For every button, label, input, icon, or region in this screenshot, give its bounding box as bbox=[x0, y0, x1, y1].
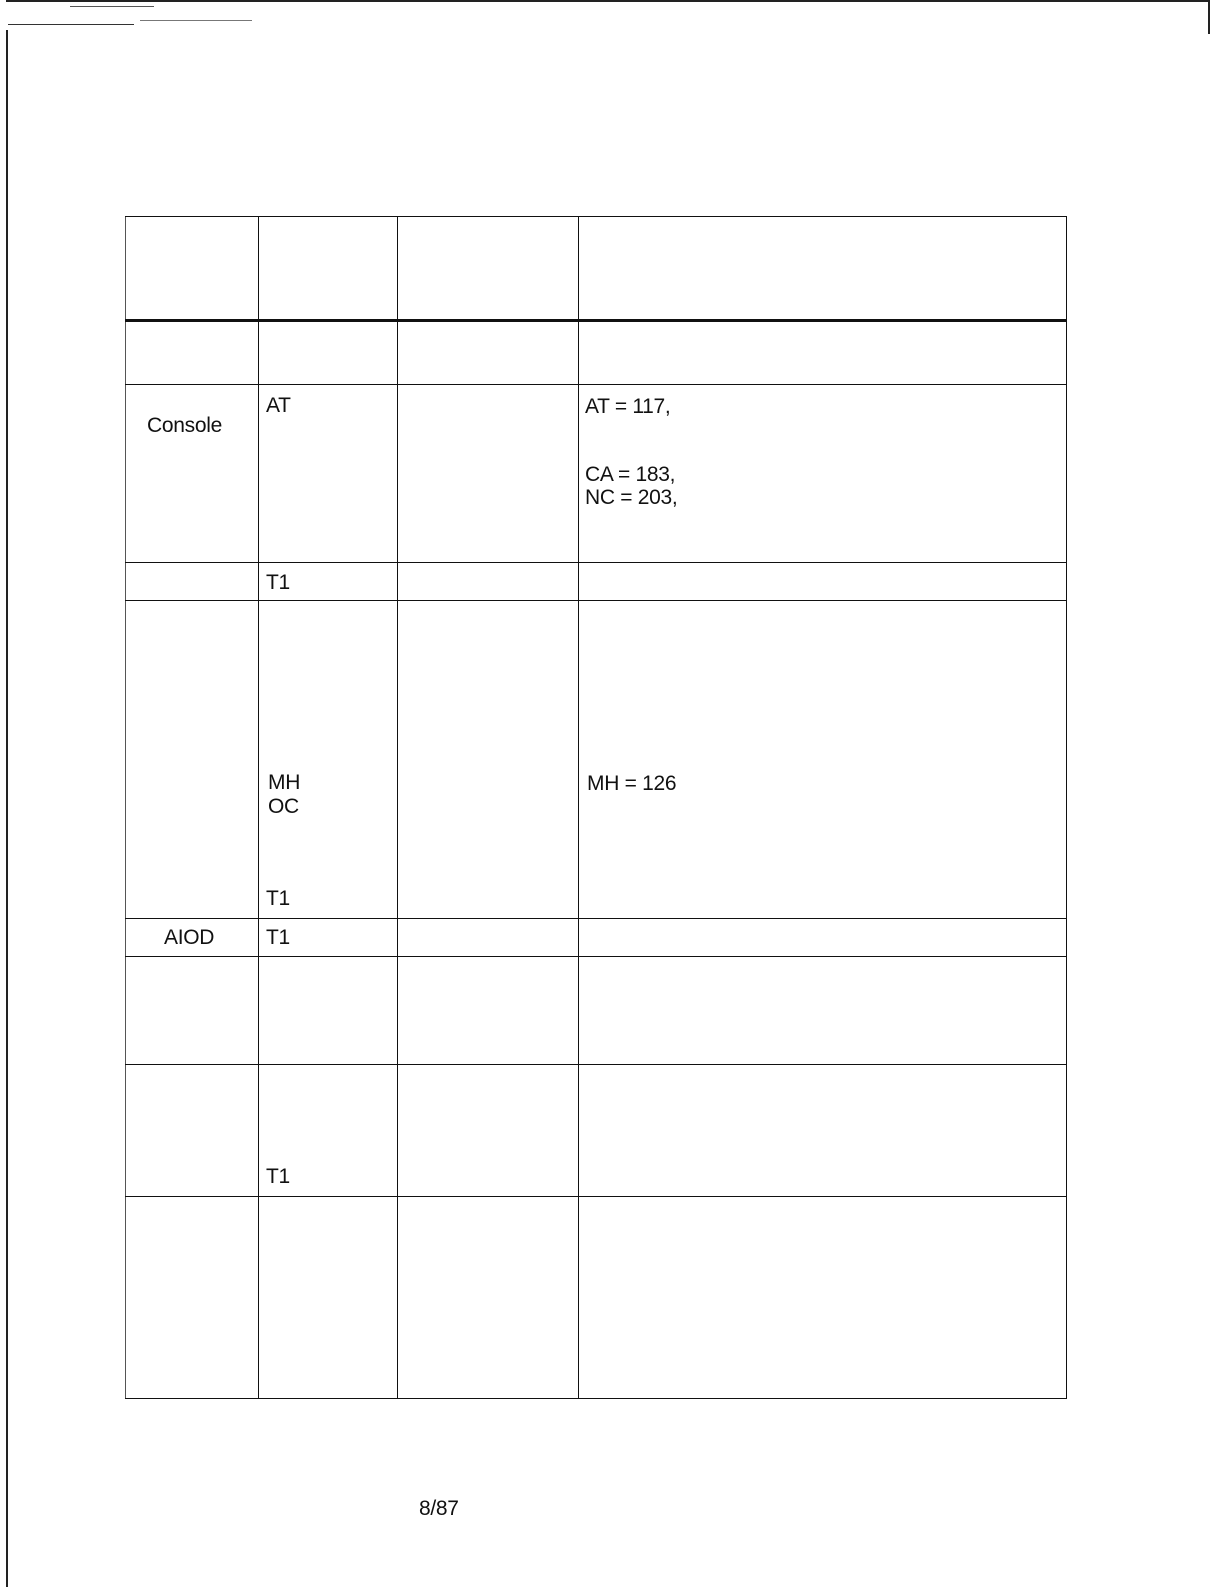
table-cell bbox=[259, 217, 398, 321]
feature-table bbox=[125, 216, 1067, 1399]
table-cell bbox=[398, 1197, 579, 1399]
table-cell bbox=[126, 1197, 259, 1399]
table-cell bbox=[579, 601, 1067, 919]
table-header-row bbox=[126, 217, 1067, 321]
table-cell bbox=[579, 321, 1067, 385]
table-cell bbox=[259, 1065, 398, 1197]
table-row bbox=[126, 563, 1067, 601]
table-cell bbox=[579, 1065, 1067, 1197]
table-cell bbox=[579, 563, 1067, 601]
table-row bbox=[126, 1065, 1067, 1197]
table-cell bbox=[126, 601, 259, 919]
table-row bbox=[126, 601, 1067, 919]
table-cell bbox=[398, 563, 579, 601]
table-cell bbox=[579, 919, 1067, 957]
code-label: T1 bbox=[266, 571, 290, 594]
table-cell bbox=[579, 217, 1067, 321]
page-border bbox=[1208, 0, 1210, 34]
scan-artifact bbox=[8, 24, 134, 25]
code-value: AT = 117, bbox=[585, 395, 671, 418]
code-label: OC bbox=[268, 795, 299, 818]
code-value: MH = 126 bbox=[587, 772, 677, 795]
table-cell bbox=[398, 919, 579, 957]
table-row bbox=[126, 385, 1067, 563]
code-label: T1 bbox=[266, 887, 290, 910]
table-cell bbox=[579, 1197, 1067, 1399]
table-cell bbox=[398, 321, 579, 385]
table-cell bbox=[126, 321, 259, 385]
table-row bbox=[126, 1197, 1067, 1399]
table-cell bbox=[259, 321, 398, 385]
code-label: T1 bbox=[266, 1165, 290, 1188]
code-label: MH bbox=[268, 771, 301, 794]
table-cell bbox=[579, 957, 1067, 1065]
table-row bbox=[126, 919, 1067, 957]
scan-artifact bbox=[70, 6, 154, 7]
table-cell bbox=[259, 919, 398, 957]
code-label: T1 bbox=[266, 926, 290, 949]
table-row bbox=[126, 321, 1067, 385]
table-cell bbox=[398, 601, 579, 919]
table-cell bbox=[398, 385, 579, 563]
code-value: NC = 203, bbox=[585, 486, 678, 509]
table-cell bbox=[398, 1065, 579, 1197]
table-cell bbox=[259, 957, 398, 1065]
table-cell bbox=[398, 957, 579, 1065]
table-cell bbox=[259, 563, 398, 601]
table-cell bbox=[126, 385, 259, 563]
table-cell bbox=[579, 385, 1067, 563]
table-cell bbox=[126, 563, 259, 601]
page-border bbox=[6, 30, 8, 1587]
table-cell bbox=[126, 217, 259, 321]
table-cell bbox=[259, 385, 398, 563]
table-row bbox=[126, 957, 1067, 1065]
code-label: AT bbox=[266, 394, 291, 417]
table-cell bbox=[259, 601, 398, 919]
page-border bbox=[6, 0, 1210, 2]
feature-label: AIOD bbox=[164, 926, 215, 949]
page-date-code: 8/87 bbox=[419, 1497, 459, 1520]
code-value: CA = 183, bbox=[585, 463, 676, 486]
feature-label: Console bbox=[147, 414, 222, 437]
table-cell bbox=[126, 957, 259, 1065]
table-cell bbox=[126, 1065, 259, 1197]
scan-artifact bbox=[140, 20, 252, 21]
table-cell bbox=[259, 1197, 398, 1399]
table-cell bbox=[398, 217, 579, 321]
table-cell bbox=[126, 919, 259, 957]
